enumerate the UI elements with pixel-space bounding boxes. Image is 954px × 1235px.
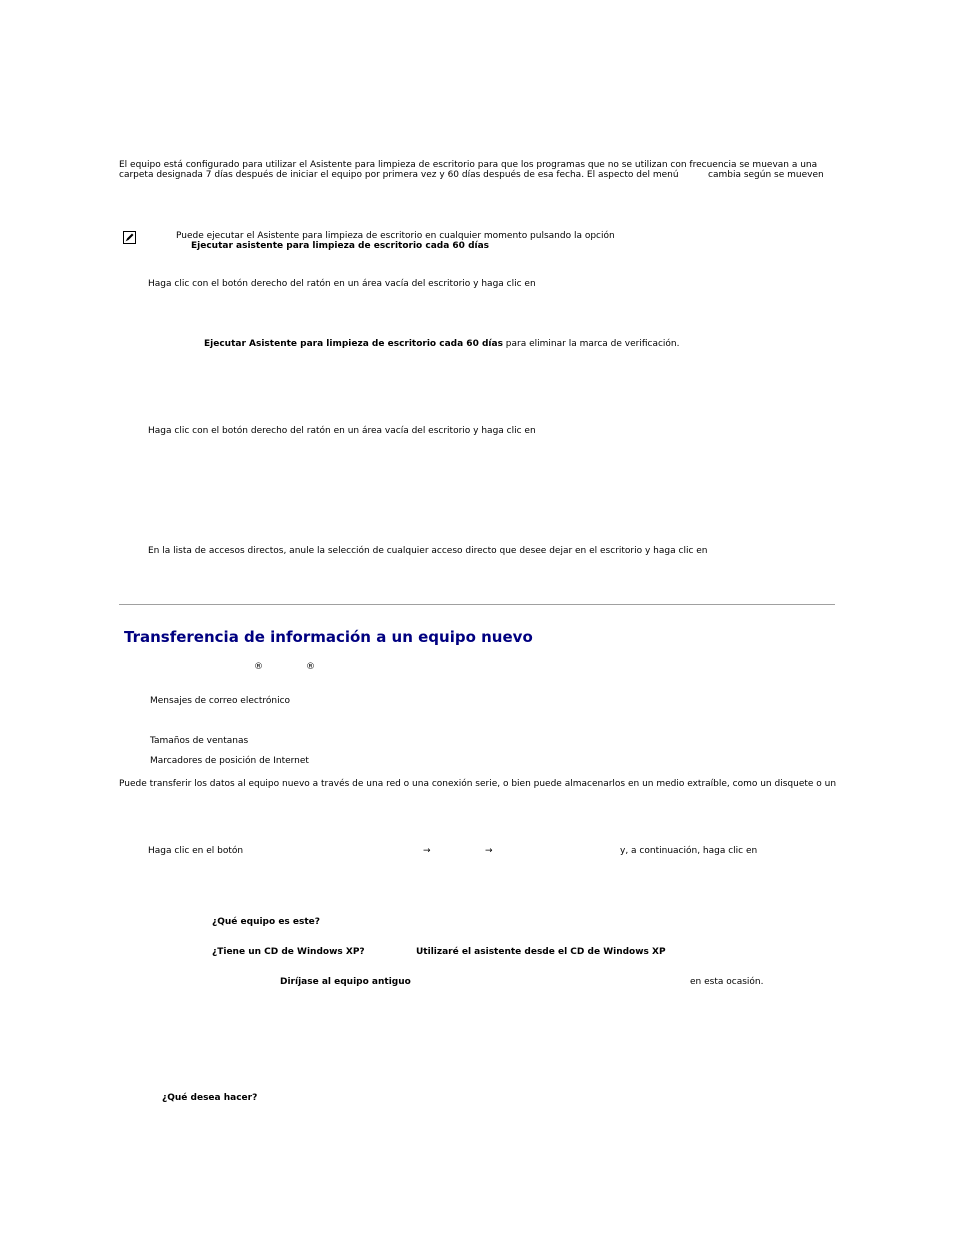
transfer-paragraph: Puede transferir los datos al equipo nuevo a través de una red o una conexión serie, o bien puede almacenarlos en un medio extraíble, como un disquete o un — [119, 779, 837, 789]
note-line-1: Puede ejecutar el Asistente para limpieza de escritorio en cualquier momento pulsando la opción — [176, 231, 615, 241]
disable-step-2 — [204, 339, 680, 350]
this-time-text: en esta ocasión. — [690, 977, 764, 987]
disable-step-2-rest: para eliminar la marca de verificación. — [502, 339, 680, 349]
option-use-cd: Utilizaré el asistente desde el CD de Windows XP — [416, 947, 666, 957]
disable-step-1: Haga clic con el botón derecho del ratón en un área vacía del escritorio y haga clic en — [148, 279, 536, 289]
disable-step-2-option: Ejecutar Asistente para limpieza de escritorio cada 60 días — [204, 339, 503, 349]
start-step-continue: y, a continuación, haga clic en — [620, 846, 758, 856]
section-title: Transferencia de información a un equipo nuevo — [124, 628, 533, 646]
note-line-2: Ejecutar asistente para limpieza de escritorio cada 60 días — [191, 241, 490, 251]
pencil-note-icon — [123, 231, 136, 244]
run-step-1: Haga clic con el botón derecho del ratón en un área vacía del escritorio y haga clic en — [148, 426, 536, 436]
list-item: Mensajes de correo electrónico — [150, 696, 291, 706]
prompt-what-to-do: ¿Qué desea hacer? — [162, 1093, 258, 1103]
prompt-which-computer: ¿Qué equipo es este? — [212, 917, 320, 927]
list-item: Marcadores de posición de Internet — [150, 756, 309, 766]
menu-arrow-1: → — [423, 846, 431, 856]
run-step-2: En la lista de accesos directos, anule la selección de cualquier acceso directo que desee dejar en el escritorio y haga clic en — [148, 546, 708, 556]
section-divider — [119, 604, 835, 605]
prompt-windows-cd: ¿Tiene un CD de Windows XP? — [212, 947, 365, 957]
intro-line-2a: carpeta designada 7 días después de iniciar el equipo por primera vez y 60 días después de esa fecha. El aspecto del menú — [119, 170, 679, 180]
intro-line-2b: cambia según se mueven — [708, 170, 824, 180]
registered-mark-1: ® — [254, 662, 263, 672]
registered-mark-2: ® — [306, 662, 315, 672]
list-item: Tamaños de ventanas — [150, 736, 249, 746]
menu-arrow-2: → — [485, 846, 493, 856]
start-step-text: Haga clic en el botón — [148, 846, 244, 856]
go-to-old-computer: Diríjase al equipo antiguo — [280, 977, 411, 987]
intro-line-1: El equipo está configurado para utilizar el Asistente para limpieza de escritorio para que los programas que no se utilizan con frecuencia se muevan a una — [119, 160, 818, 170]
